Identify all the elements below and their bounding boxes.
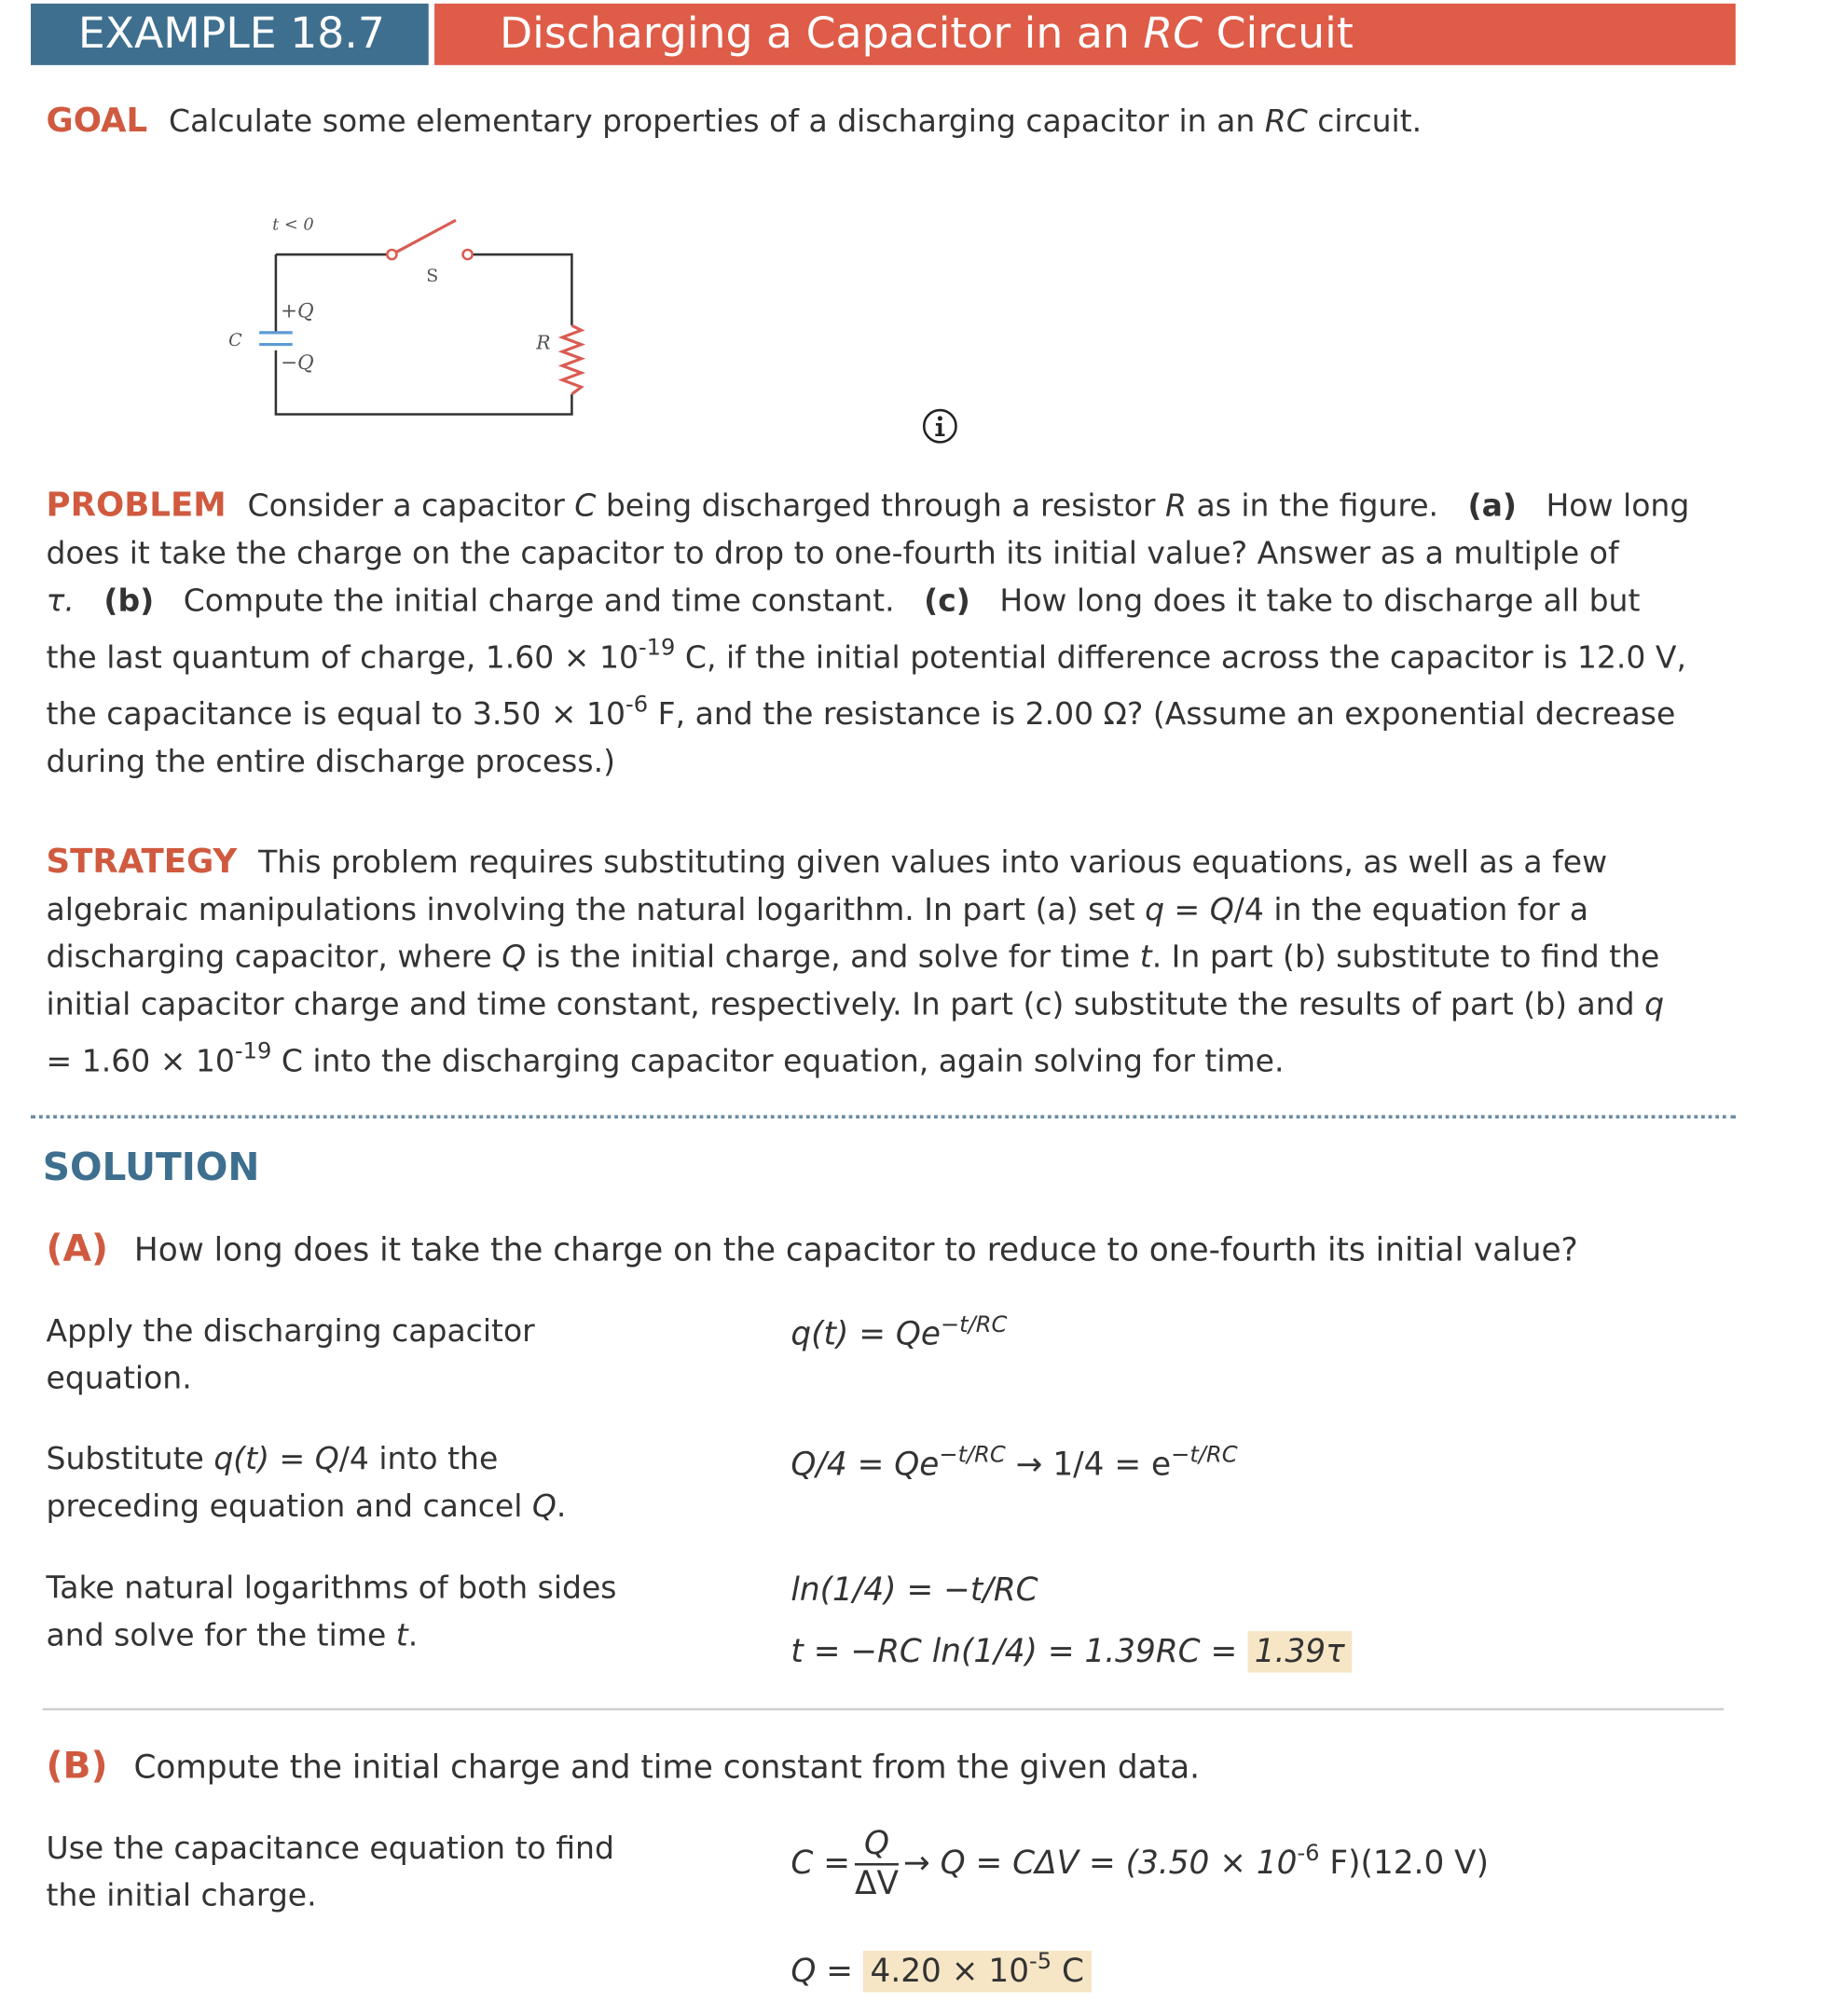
step-b1-text: Use the capacitance equation to find the initial charge. — [46, 1831, 614, 1914]
problem-paragraph: PROBLEM Consider a capacitor C being discharged through a resistor R as in the figure. (a) How long does it take the charge on the capacitor to drop to one-fourth its initial value? Answer as a multiple of τ. (b) Compute the initial charge and time constant. (c) How long does it take to discharge all but the last quantum of charge, $1.60 \times 10^{-19}$ C, if the initial potential difference across the capacitor is 12.0 V, the capacitance is equal to $3.50 \times 10^{-6}$ F, and the resistance is 2.00 Ω? (Assume an exponential decrease during the entire discharge process.) — [46, 485, 1690, 780]
switch-label: S — [426, 266, 439, 287]
equation-a3-2: t = −RC ln(1/4) = 1.39RC = 1.39τ — [790, 1634, 1352, 1670]
equation-a1: $q(t) = Qe^{-t/RC}$ — [790, 1311, 1008, 1353]
step-a2-text: Substitute q(t) = Q/4 into the preceding equation and cancel Q. — [46, 1441, 567, 1525]
step-a3-text: Take natural logarithms of both sides and solve for the time t. — [46, 1570, 617, 1654]
goal-label: GOAL — [46, 100, 148, 140]
strategy-paragraph: STRATEGY This problem requires substituting given values into various equations, as well as a few algebraic manipulations involving the natural logarithm. In part (a) set q = Q/4 in the equation for a discharging capacitor, where Q is the initial charge, and solve for time t. In part (b) substitute to find the initial capacitor charge and time constant, respectively. In part (c) substitute the results of part (b) and q = $1.60 \times 10^{-19}$ C into the discharging capacitor equation, again solving for time. — [46, 841, 1665, 1080]
example-title: Discharging a Capacitor in an RC Circuit — [434, 4, 1736, 65]
equation-b1: C = $\frac{Q}{\Delta V}$ → $Q = C\Delta V = (3.50 \times 10^{-6}$ F)(12.0 V) — [790, 1825, 1490, 1902]
solution-heading: SOLUTION — [42, 1145, 260, 1190]
answer-b1: $Q = 4.20 \times 10^{-5}$ C — [790, 1954, 1091, 1990]
equation-a2: $Q/4 = Qe^{-t/RC} \to 1/4 = e^{-t/RC}$ — [790, 1441, 1238, 1484]
part-b-heading: (B) Compute the initial charge and time constant from the given data. — [46, 1744, 1201, 1788]
rc-circuit-figure — [219, 211, 598, 435]
capacitor-label: C — [228, 329, 242, 350]
strategy-label: STRATEGY — [46, 841, 238, 881]
minus-charge-label: −Q — [280, 351, 314, 376]
problem-label: PROBLEM — [46, 485, 227, 525]
resistor-label: R — [536, 331, 551, 354]
part-divider — [43, 1708, 1724, 1711]
plus-charge-label: +Q — [280, 299, 314, 323]
step-a1-text: Apply the discharging capacitor equation. — [46, 1313, 535, 1397]
goal-paragraph: GOAL Calculate some elementary properties of a discharging capacitor in an RC circuit. — [46, 100, 1423, 140]
info-icon[interactable] — [921, 407, 959, 446]
answer-b-highlight: $4.20 \times 10^{-5}$ C — [863, 1951, 1092, 1992]
part-a-heading: (A) How long does it take the charge on the capacitor to reduce to one-fourth its initial value? — [46, 1227, 1578, 1270]
time-label: t < 0 — [272, 215, 314, 235]
resistor-icon — [562, 325, 581, 394]
example-number: EXAMPLE 18.7 — [31, 4, 429, 65]
equation-a3-1: ln(1/4) = −t/RC — [790, 1571, 1038, 1609]
answer-a-highlight: 1.39τ — [1247, 1631, 1352, 1672]
section-divider — [31, 1115, 1736, 1118]
switch-icon — [392, 220, 456, 254]
